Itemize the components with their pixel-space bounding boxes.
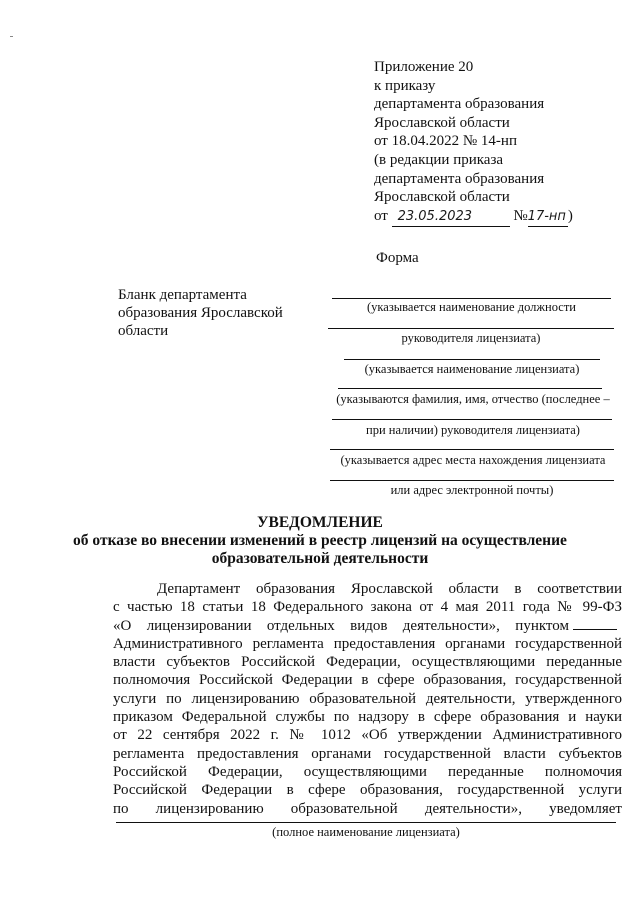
field-caption: (указываются фамилия, имя, отчество (последнее – xyxy=(336,392,610,406)
body-line: Российской Федерации, осуществляющими переданные полномочия xyxy=(113,763,622,780)
body-line xyxy=(113,617,622,635)
clause-blank xyxy=(573,629,617,630)
appendix-header xyxy=(374,58,573,227)
document-subtitle: об отказе во внесении изменений в реестр лицензий на осуществление xyxy=(73,532,567,549)
field-caption: или адрес электронной почты) xyxy=(390,483,554,497)
licensee-caption: (полное наименование лицензиата) xyxy=(272,825,460,839)
letterhead-blank xyxy=(118,286,318,340)
field-caption: руководителя лицензиата) xyxy=(401,331,541,345)
field-caption: (указывается адрес места нахождения лицензиата xyxy=(340,453,606,467)
body-line: регламента предоставления органами государственной власти субъектов xyxy=(113,745,622,762)
appendix-line: Приложение 20 xyxy=(374,59,474,75)
blank-line: образования Ярославской xyxy=(118,305,283,321)
handwritten-date: 23.05.2023 xyxy=(392,208,510,228)
blank-line: области xyxy=(118,323,169,339)
field-caption: при наличии) руководителя лицензиата) xyxy=(366,423,580,437)
appendix-line: к приказу xyxy=(374,77,436,94)
amendment-signature-line xyxy=(374,207,573,228)
appendix-line: (в редакции приказа xyxy=(374,151,504,168)
document-title: УВЕДОМЛЕНИЕ xyxy=(257,514,383,531)
body-line: по лицензированию образовательной деятельности», уведомляет xyxy=(113,800,622,817)
addressee-line xyxy=(344,359,600,360)
appendix-line: Ярославской области xyxy=(374,114,510,131)
body-line: полномочия Российской Федерации в сфере образования, государственной xyxy=(113,672,622,689)
notice-body xyxy=(113,580,622,818)
handwritten-number: 17-нп xyxy=(528,208,568,228)
addressee-line xyxy=(330,449,614,450)
licensee-name-line xyxy=(116,822,616,823)
blank-line: Бланк департамента xyxy=(118,287,247,303)
field-caption: (указывается наименование лицензиата) xyxy=(364,362,580,376)
sig-prefix: от xyxy=(374,207,388,224)
body-line: Административного регламента предоставления органами государственной xyxy=(113,635,622,652)
addressee-line xyxy=(332,419,612,420)
field-caption: (указывается наименование должности xyxy=(367,300,576,314)
appendix-line: департамента образования xyxy=(374,170,545,187)
document-subtitle: образовательной деятельности xyxy=(211,550,429,567)
scan-mark xyxy=(10,36,13,37)
body-line: от 22 сентября 2022 г. № 1012 «Об утверждении Административного xyxy=(113,727,622,744)
number-sign: № xyxy=(513,207,528,224)
appendix-line: Ярославской области xyxy=(374,189,510,206)
body-line: услуги по лицензированию образовательной деятельности, утвержденного xyxy=(113,690,622,707)
addressee-line xyxy=(338,388,602,389)
addressee-line xyxy=(328,328,614,329)
body-line-text: «О лицензировании отдельных видов деятельности», пунктом xyxy=(113,617,569,634)
body-line: Российской Федерации в сфере образования, государственной услуги xyxy=(113,782,622,799)
addressee-line xyxy=(332,298,611,299)
sig-close: ) xyxy=(567,207,573,224)
body-line: с частью 18 статьи 18 Федерального закона от 4 мая 2011 года № 99-ФЗ xyxy=(113,599,622,616)
body-line: Департамент образования Ярославской области в соответствии xyxy=(157,581,622,597)
form-label: Форма xyxy=(376,250,419,266)
addressee-line xyxy=(330,480,614,481)
body-line: власти субъектов Российской Федерации, осуществляющими переданные xyxy=(113,654,622,671)
appendix-line: от 18.04.2022 № 14-нп xyxy=(374,133,517,150)
appendix-line: департамента образования xyxy=(374,96,545,113)
body-line: приказом Федеральной службы по надзору в сфере образования и науки xyxy=(113,709,622,726)
